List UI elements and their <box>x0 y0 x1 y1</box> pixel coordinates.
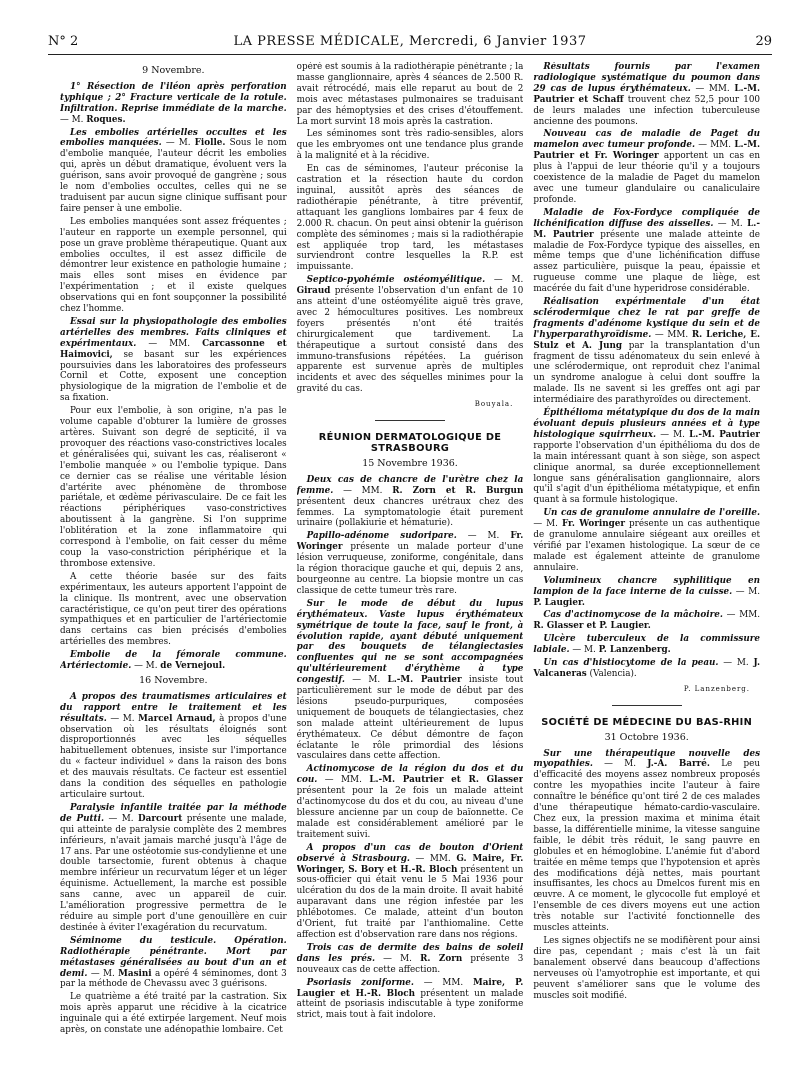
page-header <box>48 34 772 52</box>
article-title: A propos d'un cas de bouton d'Orient observé à Strasbourg. <box>296 842 524 864</box>
article-title: Embolie de la fémorale commune. Artériectomie. <box>60 650 287 672</box>
article-title: Trois cas de dermite des bains de soleil dans les prés. <box>296 942 524 964</box>
article-title: Un cas d'histiocytome de la peau. <box>543 658 719 669</box>
article-dash: — M. <box>131 661 161 672</box>
header-rule <box>48 54 772 55</box>
article-title: Réalisation expérimentale d'un état sclérodermique chez le rat par greffe de fragments d'adénome kystique du sein et de l'hyperparathyroïdisme. <box>533 297 761 340</box>
article <box>533 749 760 934</box>
article <box>297 275 524 395</box>
article-title: Actinomycose de la région du dos et du cou. <box>296 764 524 786</box>
article-dash: — MM. <box>695 140 735 151</box>
article <box>533 297 760 406</box>
article-author: G. Maire, Fr. Woringer, S. Bory et H.-R. Bloch <box>296 853 524 875</box>
article-dash: — M. <box>592 759 648 770</box>
page-number: 29 <box>755 34 772 49</box>
article-author: Giraud <box>296 286 331 297</box>
article-text: présente l'observation d'un enfant de 10 ans atteint d'une ostéomyélite aiguë très grave, avec 2 hémocultures positives. Les nombreux foyers présentés n'ont été traités chirurgicalement que tardivement. La thérapeutique a surtout consisté dans des immuno-transfusions répétées. La guérison apparente est survenue après de multiples incidents et avec des séquelles minimes pour la gravité du cas. <box>296 286 524 395</box>
article-text: présente un malade porteur d'une lésion verruqueuse, zoniforme, congénitale, dans la région thoracique gauche et qui, depuis 2 ans, bourgeonne au centre. La biopsie montre un cas classique de cette tumeur très rare. <box>296 542 524 596</box>
article-text: présente une malade atteinte de maladie de Fox-Fordyce typique des aisselles, en même temps que d'une lichénification diffuse assez particulière, puisque la peau, épaissie et rugueuse comme une plaque de liège, est macérée du fait d'une hyperidrose considérable. <box>533 229 761 295</box>
article-paragraph: Le quatrième a été traité par la castration. Six mois après apparut une récidive à la cicatrice inguinale qui a été extirpée largement. Neuf mois après, on constate une adénopathie lombaire. Cet <box>60 992 287 1036</box>
article-title: Papillo-adénome sudoripare. <box>306 531 457 542</box>
article-dash: — M. <box>87 968 119 979</box>
article-title: Deux cas de chancre de l'urètre chez la femme. <box>296 474 524 496</box>
article-dash: — MM. <box>690 83 735 94</box>
article-title: Les embolies artérielles occultes et les embolies manquées. <box>60 127 287 149</box>
article-author: R. Glasser et P. Laugier. <box>533 621 651 632</box>
article <box>533 129 760 205</box>
article-text: se basant sur les expériences poursuivies dans les laboratoires des professeurs Cornil et Cotte, exposent une conception physiologique de la migration de l'embolie et de sa fixation. <box>60 349 287 404</box>
article-dash: — M. <box>569 645 599 656</box>
article-author: J. Valcaneras <box>533 658 761 679</box>
article-title: Ulcère tuberculeux de la commissure labiale. <box>533 634 761 656</box>
article-text: présentent un malade atteint de psoriasis indiscutable à type zoniforme strict, mais tout à fait indolore. <box>296 988 524 1021</box>
article <box>60 692 287 801</box>
article <box>60 317 287 404</box>
article <box>533 610 760 632</box>
article-dash: — MM. <box>651 329 692 340</box>
article-title: Un cas de granulome annulaire de l'oreille. <box>543 508 761 519</box>
article <box>533 508 760 573</box>
article-author: P. Lanzenberg. <box>598 645 671 656</box>
article <box>297 764 524 840</box>
section-signature: P. Lanzenberg. <box>683 684 751 693</box>
article-author: Fr. Woringer <box>296 531 524 553</box>
article <box>60 82 287 126</box>
session-date: 31 Octobre 1936. <box>604 731 689 743</box>
article-title: Séminome du testicule. Opération. Radiothérapie pénétrante. Mort par métastases généralisées au bout d'un an et demi. <box>60 935 287 979</box>
article-dash: — MM. <box>333 485 393 496</box>
article-title: Sur une thérapeutique nouvelle des myopathies. <box>533 748 761 770</box>
article-title: Psoriasis zoniforme. <box>306 977 414 988</box>
column-3 <box>533 62 760 1074</box>
article-dash: — M. <box>106 713 139 724</box>
journal-title: LA PRESSE MÉDICALE, Mercredi, 6 Janvier 1937 <box>233 34 587 49</box>
article-title: Paralysie infantile traitée par la méthode de Putti. <box>60 802 287 824</box>
article-title: Résultats fournis par l'examen radiologique systématique du poumon dans 29 cas de lupus érythémateux. <box>533 62 761 94</box>
article <box>533 408 760 506</box>
article-author: R. Zorn et R. Burgun <box>392 485 524 496</box>
article-title: Essai sur la physiopathologie des embolies artérielles des membres. Faits cliniques et expérimentaux. <box>60 316 287 349</box>
article <box>297 843 524 941</box>
article-author: Masini <box>118 968 152 979</box>
article-author: Fr. Woringer <box>561 519 625 530</box>
section-divider <box>612 705 682 706</box>
article-paragraph: opéré est soumis à la radiothérapie pénétrante ; la masse ganglionnaire, après 4 séances de 2.500 R. avait rétrocédé, mais elle reparut au bout de 2 mois avec métastases pulmonaires se traduisant par des hémoptysies et des crises d'étouffement. La mort survint 18 mois après la castration. <box>296 62 524 127</box>
article-dash: — MM. <box>413 977 473 988</box>
section-heading: RÉUNION DERMATOLOGIQUE DE STRASBOURG <box>318 432 502 454</box>
article-author: P. Laugier. <box>533 597 585 608</box>
article-paragraph: Les séminomes sont très radio-sensibles, alors que les embryomes ont une tendance plus grande à la malignité et à la récidive. <box>296 129 524 162</box>
article-text: présente un cas authentique de granulome annulaire siégeant aux oreilles et vérifié par l'examen histologique. La sœur de ce malade est également atteinte de granulome annulaire. <box>533 519 761 573</box>
article-dash: — M. <box>104 813 139 824</box>
session-date: 15 Novembre 1936. <box>362 457 458 469</box>
article-dash: — M. <box>60 114 87 125</box>
article-title: Maladie de Fox-Fordyce compliquée de lichénification diffuse des aisselles. <box>533 207 761 229</box>
article-text: présente 3 nouveaux cas de cette affection. <box>296 953 524 975</box>
article-paragraph: Les embolies manquées sont assez fréquentes ; l'auteur en rapporte un exemple personnel, qui pose un grave problème thérapeutique. Quant aux embolies occultes, il est assez difficile de démontrer leur existence en pathologie humaine ; mais elles sont mises en évidence par l'expérimentation ; et il existe quelques observations qui en font soupçonner la possibilité chez l'homme. <box>60 216 287 315</box>
article-author: L.-M. Pautrier <box>387 675 462 686</box>
article-text: présente une malade, qui atteinte de paralysie complète des 2 membres inférieurs, n'avait jamais marché jusqu'à l'âge de 17 ans. Par une ostéotomie sus-condylienne et une double tarsectomie, furent obtenus à chaque membre inférieur un recurvatum léger et un léger équinisme. Actuellement, la marche est possible sans canne, avec un appareil de cuir. L'amélioration progressive permettra de le réduire au simple port d'une genouillère en cuir destinée à éviter l'exagération du recurvatum. <box>60 813 287 933</box>
article-paragraph: Pour eux l'embolie, à son origine, n'a pas le volume capable d'obturer la lumière de grosses artères. Suivant son degré de septicité, il va provoquer des réactions vaso-constrictives locales et généralisées qui, suivant les cas, réaliseront « l'embolie manquée » ou l'embolie typique. Dans ce dernier cas se réalise une véritable lésion d'artérite avec phénomène de thrombose pariétale, et œdème périvasculaire. De ce fait les réactions périphériques vaso-constrictives aboutissent à la gangrène. Si l'on supprime l'oblitération et la zone inflammatoire qui correspond à l'embolie, on fait cesser du même coup la vaso-constriction périphérique et la thrombose extensive. <box>60 406 287 569</box>
article <box>533 658 760 680</box>
article <box>60 128 287 215</box>
article-title: Épithélioma métatypique du dos de la main évoluant depuis plusieurs années et à type histologique squirrheux. <box>533 408 761 440</box>
article-text: (Valencia). <box>589 668 637 679</box>
article-title: Cas d'actinomycose de la mâchoire. <box>543 610 723 621</box>
article <box>297 943 524 976</box>
article-text: a opéré 4 séminomes, dont 3 par la méthode de Chevassu avec 3 guérisons. <box>60 968 287 990</box>
session-date: 9 Novembre. <box>142 65 205 76</box>
article-dash: — M. <box>713 218 748 229</box>
section-divider <box>375 420 445 421</box>
article-dash: — M. <box>533 519 562 530</box>
section-signature: Bouyala. <box>474 400 514 409</box>
article-dash: — MM. <box>722 610 761 621</box>
article <box>60 936 287 991</box>
article-paragraph: En cas de séminomes, l'auteur préconise la castration et la résection haute du cordon inguinal, aussitôt après des séances de radiothérapie pénétrante, à titre préventif, attaquant les ganglions lombaires par 4 feux de 2.000 R. chacun. On peut ainsi obtenir la guérison complète des séminomes ; mais si la radiothérapie est appliquée trop tard, les métastases surviendront contre lesquelles la R.P. est impuissante. <box>296 164 524 273</box>
article-text: présentent pour la 2e fois un malade atteint d'actinomycose du dos et du cou, au niveau d'une blessure ancienne par un coup de baïonnette. Ce malade est considérablement amélioré par le traitement suivi. <box>296 786 524 840</box>
article-title: 1° Résection de l'iléon après perforation typhique ; 2° Fracture verticale de la rotule. Infiltration. Reprise immédiate de la marche. <box>60 81 287 114</box>
article-dash: — M. <box>344 675 388 686</box>
article <box>297 599 524 763</box>
article-text: rapporte l'observation d'un épithélioma du dos de la main intéressant quant à son siège, son aspect clinique anormal, sa durée exceptionnellement longue sans généralisation ganglionnaire, alors qu'il s'agit d'un épithélioma métatypique, et enfin quant à sa formule histologique. <box>533 440 761 506</box>
article-author: Darcourt <box>138 813 183 824</box>
article <box>533 62 760 127</box>
article <box>297 475 524 530</box>
article-dash: — M. <box>375 953 421 964</box>
article-dash: — M. <box>718 658 754 669</box>
article-author: Roques. <box>86 114 126 125</box>
article-author: L.-M. Pautrier et R. Glasser <box>369 775 524 786</box>
article-text: insiste tout particulièrement sur le mode de début par des lésions pseudo-purpuriques, composées uniquement de bouquets de télangiectasies, chez son malade atteint ultérieurement de lupus érythémateux. Ce début démontre de façon éclatante le rôle primordial des lésions vasculaires dans cette affection. <box>296 675 524 762</box>
column-2 <box>297 62 524 1074</box>
article-author: L.-M. Pautrier et Fr. Woringer <box>533 140 761 162</box>
article-text: trouvent chez 52,5 pour 100 de leurs malades une infection tuberculeuse ancienne des poumons. <box>533 94 761 127</box>
article <box>60 803 287 934</box>
article-dash: — MM. <box>409 853 457 864</box>
article-title: Sur le mode de début du lupus érythémateux. Vaste lupus érythémateux symétrique de toute la face, sauf le front, à évolution rapide, ayant débuté uniquement par des bouquets de télangiectasies confluentes qui ne se sont accompagnées qu'ultérieurement d'érythème à type congestif. <box>296 598 524 686</box>
article-text: à propos d'une observation où les résultats éloignés sont disproportionnés avec les séquelles habituellement obtenues, insiste sur l'importance du « facteur individuel » dans la raison des bons et des mauvais résultats. Ce facteur est essentiel dans la condition des séquelles en pathologie articulaire surtout. <box>60 713 287 800</box>
article <box>533 208 760 295</box>
article-text: Le peu d'efficacité des moyens assez nombreux proposés contre les myopathies incite l'auteur à faire connaître le bénéfice qu'ont tiré 2 de ces malades d'une thérapeutique hémato-cardio-vasculaire. Chez eux, la pression maxima et minima était basse, la différentielle minime, la vitesse sanguine faible, le débit très réduit, le sang pauvre en globules et en hémoglobine. L'anémie fut d'abord traitée en même temps que l'hypotension et après des modifications déjà nettes, mais pourtant insuffisantes, les chocs au Dmelcos furent mis en œuvre. A ce moment, le glycocolle fut employé et l'ensemble de ces divers moyens eut une action très notable sur l'activité fonctionnelle des muscles atteints. <box>533 759 761 934</box>
article-dash: — M. <box>161 138 195 149</box>
article-author: L.-M. Pautrier et Schaff <box>533 83 761 105</box>
issue-number: N° 2 <box>48 34 79 49</box>
article-author: L.-M. Pautrier <box>533 218 760 240</box>
article-title: Volumineux chancre syphilitique en lampion de la face interne de la cuisse. <box>533 575 761 597</box>
article-text: présentent un sous-officier qui était venu le 5 Mai 1936 pour ulcération du dos de la main droite. Il avait habité auparavant dans une région infestée par les phlébotomes. Ce malade, atteint d'un bouton d'Orient, fut traité par l'anthiomaline. Cette affection est d'observation rare dans nos régions. <box>296 864 524 940</box>
article-dash: — MM. <box>136 338 203 349</box>
section-heading: SOCIÉTÉ DE MÉDECINE DU BAS-RHIN <box>541 716 753 728</box>
article-dash: — M. <box>656 429 690 440</box>
article <box>60 650 287 672</box>
article <box>297 531 524 596</box>
session-date: 16 Novembre. <box>139 674 208 686</box>
article <box>297 978 524 1022</box>
columns <box>60 62 760 1074</box>
article-title: A propos des traumatismes articulaires et du rapport entre le traitement et les résultats. <box>60 691 287 724</box>
article <box>533 634 760 656</box>
article-text: apportent un cas en plus à l'appui de leur théorie qu'il y a toujours coexistence de la maladie de Paget du mamelon avec une tumeur glandulaire ou canaliculaire profonde. <box>533 151 761 205</box>
article <box>533 576 760 609</box>
article-author: Carcassonne et Haimovici, <box>60 338 287 360</box>
article-author: Fiolle. <box>194 138 226 149</box>
article-author: R. Zorn <box>420 953 463 964</box>
article-paragraph: A cette théorie basée sur des faits expérimentaux, les auteurs apportent l'appoint de la clinique. Ils montrent, avec une observation caractéristique, ce qu'on peut tirer des opérations sympathiques et en particulier de l'artériectomie dans certains cas bien précisés d'embolies artérielles des membres. <box>60 571 287 648</box>
article-author: Marcel Arnaud, <box>138 713 216 724</box>
article-author: Maire, P. Laugier et H.-R. Bloch <box>296 977 524 999</box>
article-title: Nouveau cas de maladie de Paget du mamelon avec tumeur profonde. <box>533 129 761 151</box>
article-author: de Vernejoul. <box>160 661 226 672</box>
article-text: Sous le nom d'embolie manquée, l'auteur décrit les embolies qui, après un début dramatique, évoluent vers la guérison, sans avoir provoqué de gangrène ; sous le nom d'embolies occultes, celles qui ne se traduisent par aucun signe clinique suffisant pour faire penser à une embolie. <box>60 138 287 214</box>
article-text: présentent deux chancres urétraux chez des femmes. La symptomatologie était purement urinaire (pollakiurie et hématurie). <box>296 496 524 529</box>
column-1 <box>60 62 287 1074</box>
article-paragraph: Les signes objectifs ne se modifièrent pour ainsi dire pas, cependant ; mais c'est là un fait banalement observé dans beaucoup d'affections nerveuses où l'amyotrophie est importante, et qui peuvent s'améliorer sans que le volume des muscles soit modifié. <box>533 935 761 1001</box>
article-dash: — M. <box>732 586 761 597</box>
article-dash: — MM. <box>317 775 370 786</box>
article-title: Septico-pyohémie ostéomyélitique. <box>306 275 486 286</box>
article-author: R. Leriche, E. Stulz et A. Jung <box>533 329 761 351</box>
article-dash: — M. <box>456 531 511 542</box>
article-text: par la transplantation d'un fragment de tissu adénomateux du sein enlevé à une sclérodermique, ont reproduit chez l'animal un syndrome analogue à celui dont souffre la malade. Ils ne savent si les greffes ont agi par intermédiaire des parathyroïdes ou directement. <box>533 340 761 406</box>
article-dash: — M. <box>485 275 524 286</box>
article-author: J.-A. Barré. <box>647 759 710 770</box>
article-author: L.-M. Pautrier <box>689 429 760 440</box>
